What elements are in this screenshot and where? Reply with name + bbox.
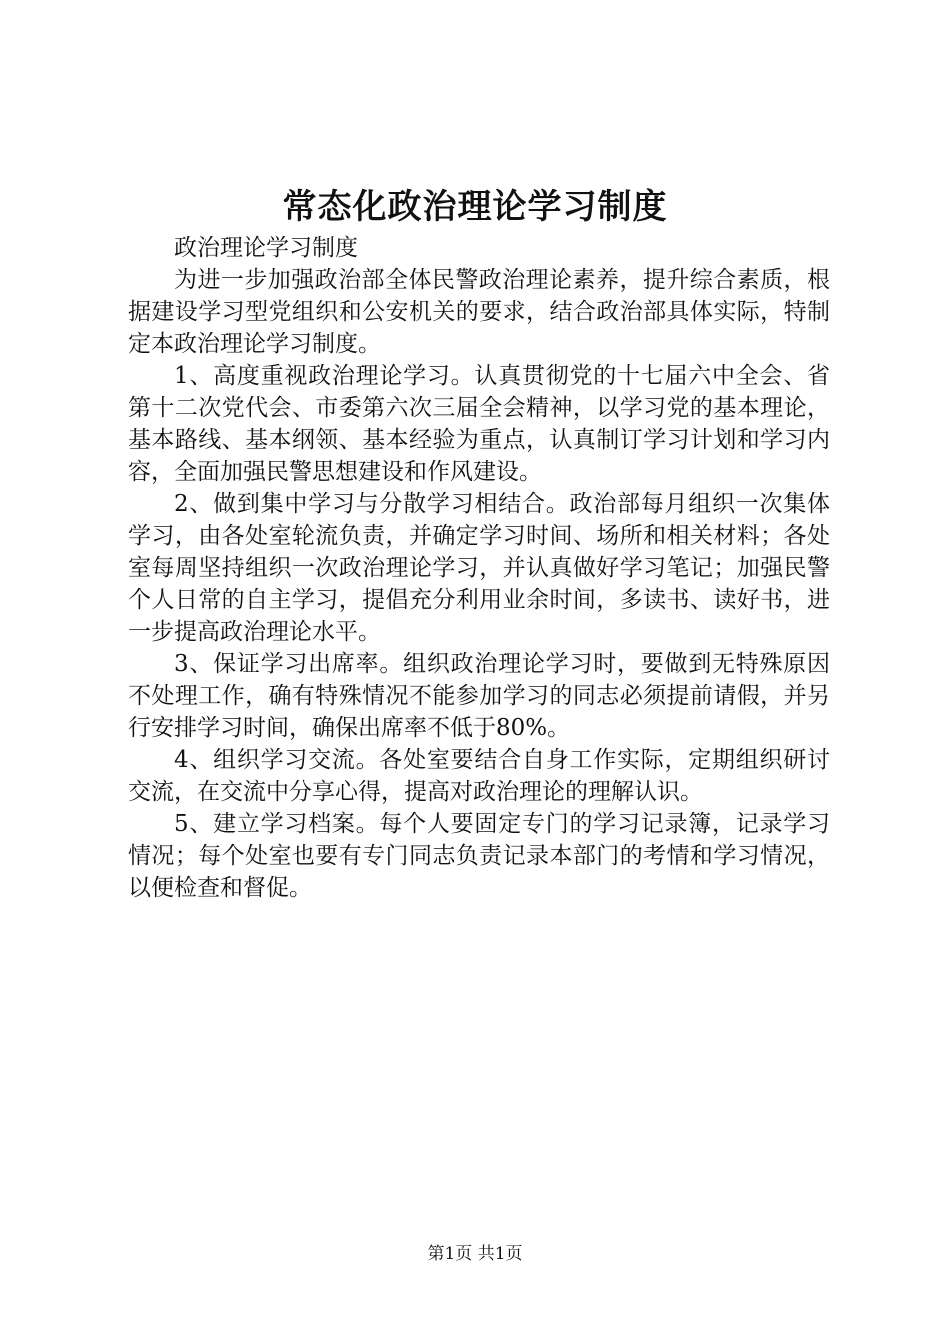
document-subtitle: 政治理论学习制度 <box>174 235 358 261</box>
paragraph-item-5: 5、建立学习档案。每个人要固定专门的学习记录簿，记录学习情况；每个处室也要有专门同志负责记录本部门的考情和学习情况，以便检查和督促。 <box>128 811 830 901</box>
paragraph-item-1: 1、高度重视政治理论学习。认真贯彻党的十七届六中全会、省第十二次党代会、市委第六次三届全会精神，以学习党的基本理论，基本路线、基本纲领、基本经验为重点，认真制订学习计划和学习内容，全面加强民警思想建设和作风建设。 <box>128 363 830 485</box>
paragraph-item-2: 2、做到集中学习与分散学习相结合。政治部每月组织一次集体学习，由各处室轮流负责，并确定学习时间、场所和相关材料；各处室每周坚持组织一次政治理论学习，并认真做好学习笔记；加强民警个人日常的自主学习，提倡充分利用业余时间，多读书、读好书，进一步提高政治理论水平。 <box>128 491 830 645</box>
page-number-footer: 第1页 共1页 <box>427 1244 523 1264</box>
paragraph-item-4: 4、组织学习交流。各处室要结合自身工作实际，定期组织研讨交流，在交流中分享心得，提高对政治理论的理解认识。 <box>128 747 830 805</box>
document-body <box>128 232 830 904</box>
paragraph-item-3: 3、保证学习出席率。组织政治理论学习时，要做到无特殊原因不处理工作，确有特殊情况不能参加学习的同志必须提前请假，并另行安排学习时间，确保出席率不低于80%。 <box>128 651 830 741</box>
document-title: 常态化政治理论学习制度 <box>282 187 668 227</box>
paragraph-intro: 为进一步加强政治部全体民警政治理论素养，提升综合素质，根据建设学习型党组织和公安机关的要求，结合政治部具体实际，特制定本政治理论学习制度。 <box>128 267 830 357</box>
